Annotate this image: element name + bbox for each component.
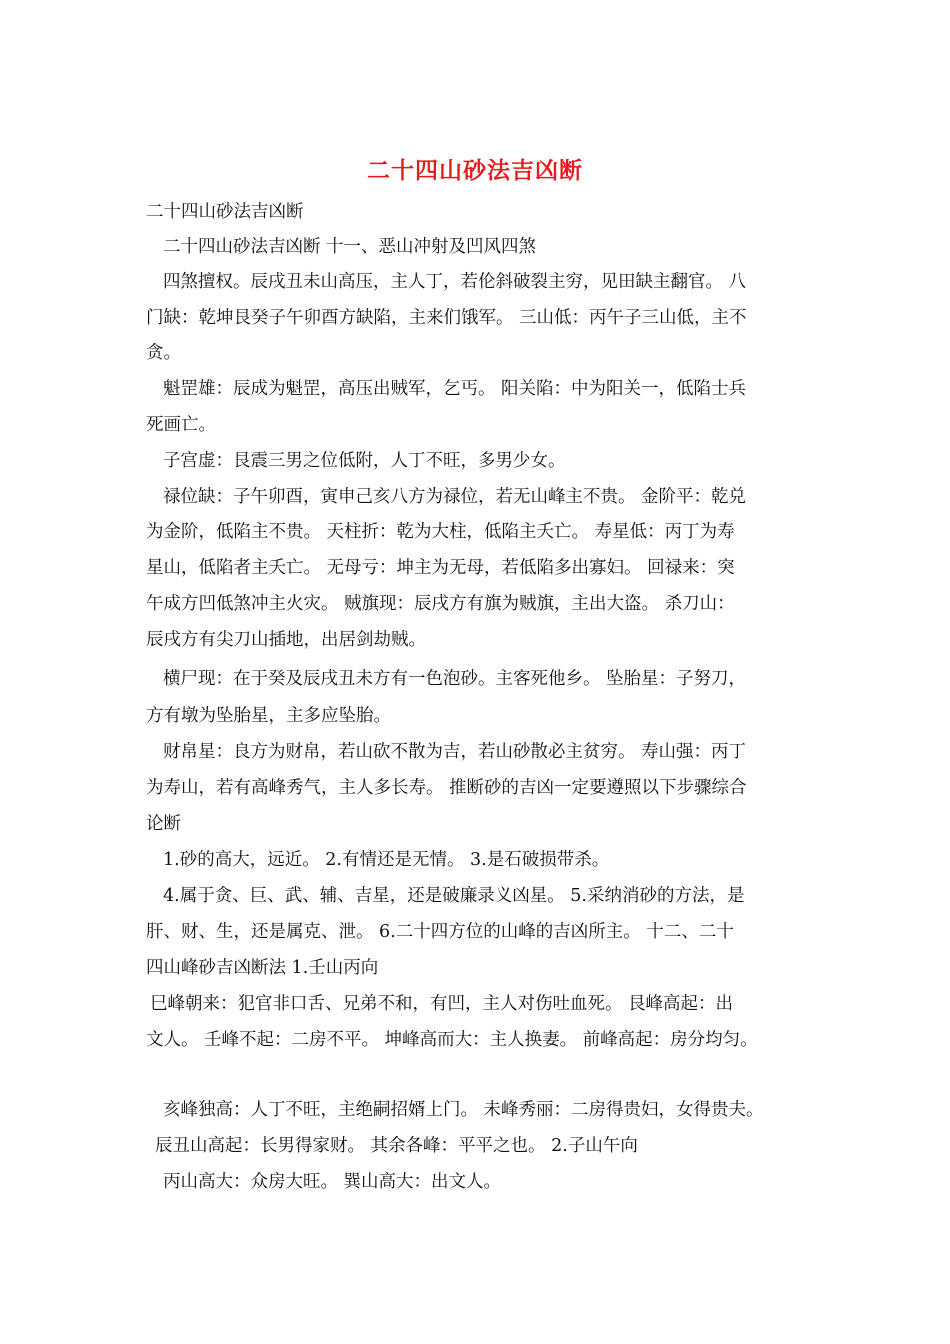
text-line: 四煞擅权。辰戌丑未山高压，主人丁，若伦斜破裂主穷，见田缺主翻官。 八 (163, 272, 747, 292)
text-line: 辰丑山高起：长男得家财。 其余各峰：平平之也。 2.子山午向 (155, 1136, 638, 1156)
text-line: 午成方凹低煞冲主火灾。 贼旗现：辰戌方有旗为贼旗，主出大盗。 杀刀山： (146, 594, 735, 614)
text-line: 死画亡。 (146, 415, 216, 435)
text-line: 二十四山砂法吉凶断 十一、恶山冲射及凹风四煞 (163, 237, 537, 257)
document-title: 二十四山砂法吉凶断 (367, 157, 583, 184)
text-line: 为寿山，若有高峰秀气，主人多长寿。 推断砂的吉凶一定要遵照以下步骤综合 (146, 778, 747, 798)
text-line: 1.砂的高大，远近。 2.有情还是无情。 3.是石破损带杀。 (163, 850, 610, 870)
text-line: 4.属于贪、巨、武、辅、吉星，还是破廉录义凶星。 5.采纳消砂的方法，是 (163, 886, 745, 906)
text-line: 魁罡雄：辰成为魁罡，高压出贼军，乞丐。 阳关陷：中为阳关一，低陷士兵 (163, 379, 747, 399)
text-line: 方有墩为坠胎星，主多应坠胎。 (146, 706, 391, 726)
text-line: 肝、财、生，还是属克、泄。 6.二十四方位的山峰的吉凶所主。 十二、二十 (146, 922, 734, 942)
text-line: 论断 (146, 814, 181, 834)
text-line: 财帛星：良方为财帛，若山砍不散为吉，若山砂散必主贫穷。 寿山强：丙丁 (163, 742, 747, 762)
text-line: 亥峰独高：人丁不旺，主绝嗣招婿上门。 未峰秀丽：二房得贵妇，女得贵夫。 (163, 1100, 764, 1120)
text-line: 禄位缺：子午卯酉，寅申己亥八方为禄位，若无山峰主不贵。 金阶平：乾兑 (163, 487, 747, 507)
text-line: 子宫虚：艮震三男之位低附，人丁不旺，多男少女。 (163, 451, 566, 471)
text-line: 星山，低陷者主夭亡。 无母亏：坤主为无母，若低陷多出寡妇。 回禄来：突 (146, 558, 735, 578)
text-line: 四山峰砂吉凶断法 1.壬山丙向 (146, 958, 379, 978)
text-line: 巳峰朝来：犯官非口舌、兄弟不和，有凹，主人对伤吐血死。 艮峰高起：出 (150, 994, 734, 1014)
text-line: 二十四山砂法吉凶断 (146, 202, 304, 222)
text-line: 辰戌方有尖刀山插地，出居剑劫贼。 (146, 630, 426, 650)
text-line: 为金阶，低陷主不贵。 天柱折：乾为大柱，低陷主夭亡。 寿星低：丙丁为寿 (146, 522, 735, 542)
text-line: 贪。 (146, 343, 181, 363)
text-line: 横尸现：在于癸及辰戌丑未方有一色泡砂。主客死他乡。 坠胎星：子努刀， (163, 669, 747, 689)
text-line: 文人。 壬峰不起：二房不平。 坤峰高而大：主人换妻。 前峰高起：房分均匀。 (146, 1030, 758, 1050)
text-line: 门缺：乾坤艮癸子午卯酉方缺陷，主来们饿军。 三山低：丙午子三山低，主不 (146, 308, 747, 328)
text-line: 丙山高大：众房大旺。 巽山高大：出文人。 (163, 1172, 502, 1192)
